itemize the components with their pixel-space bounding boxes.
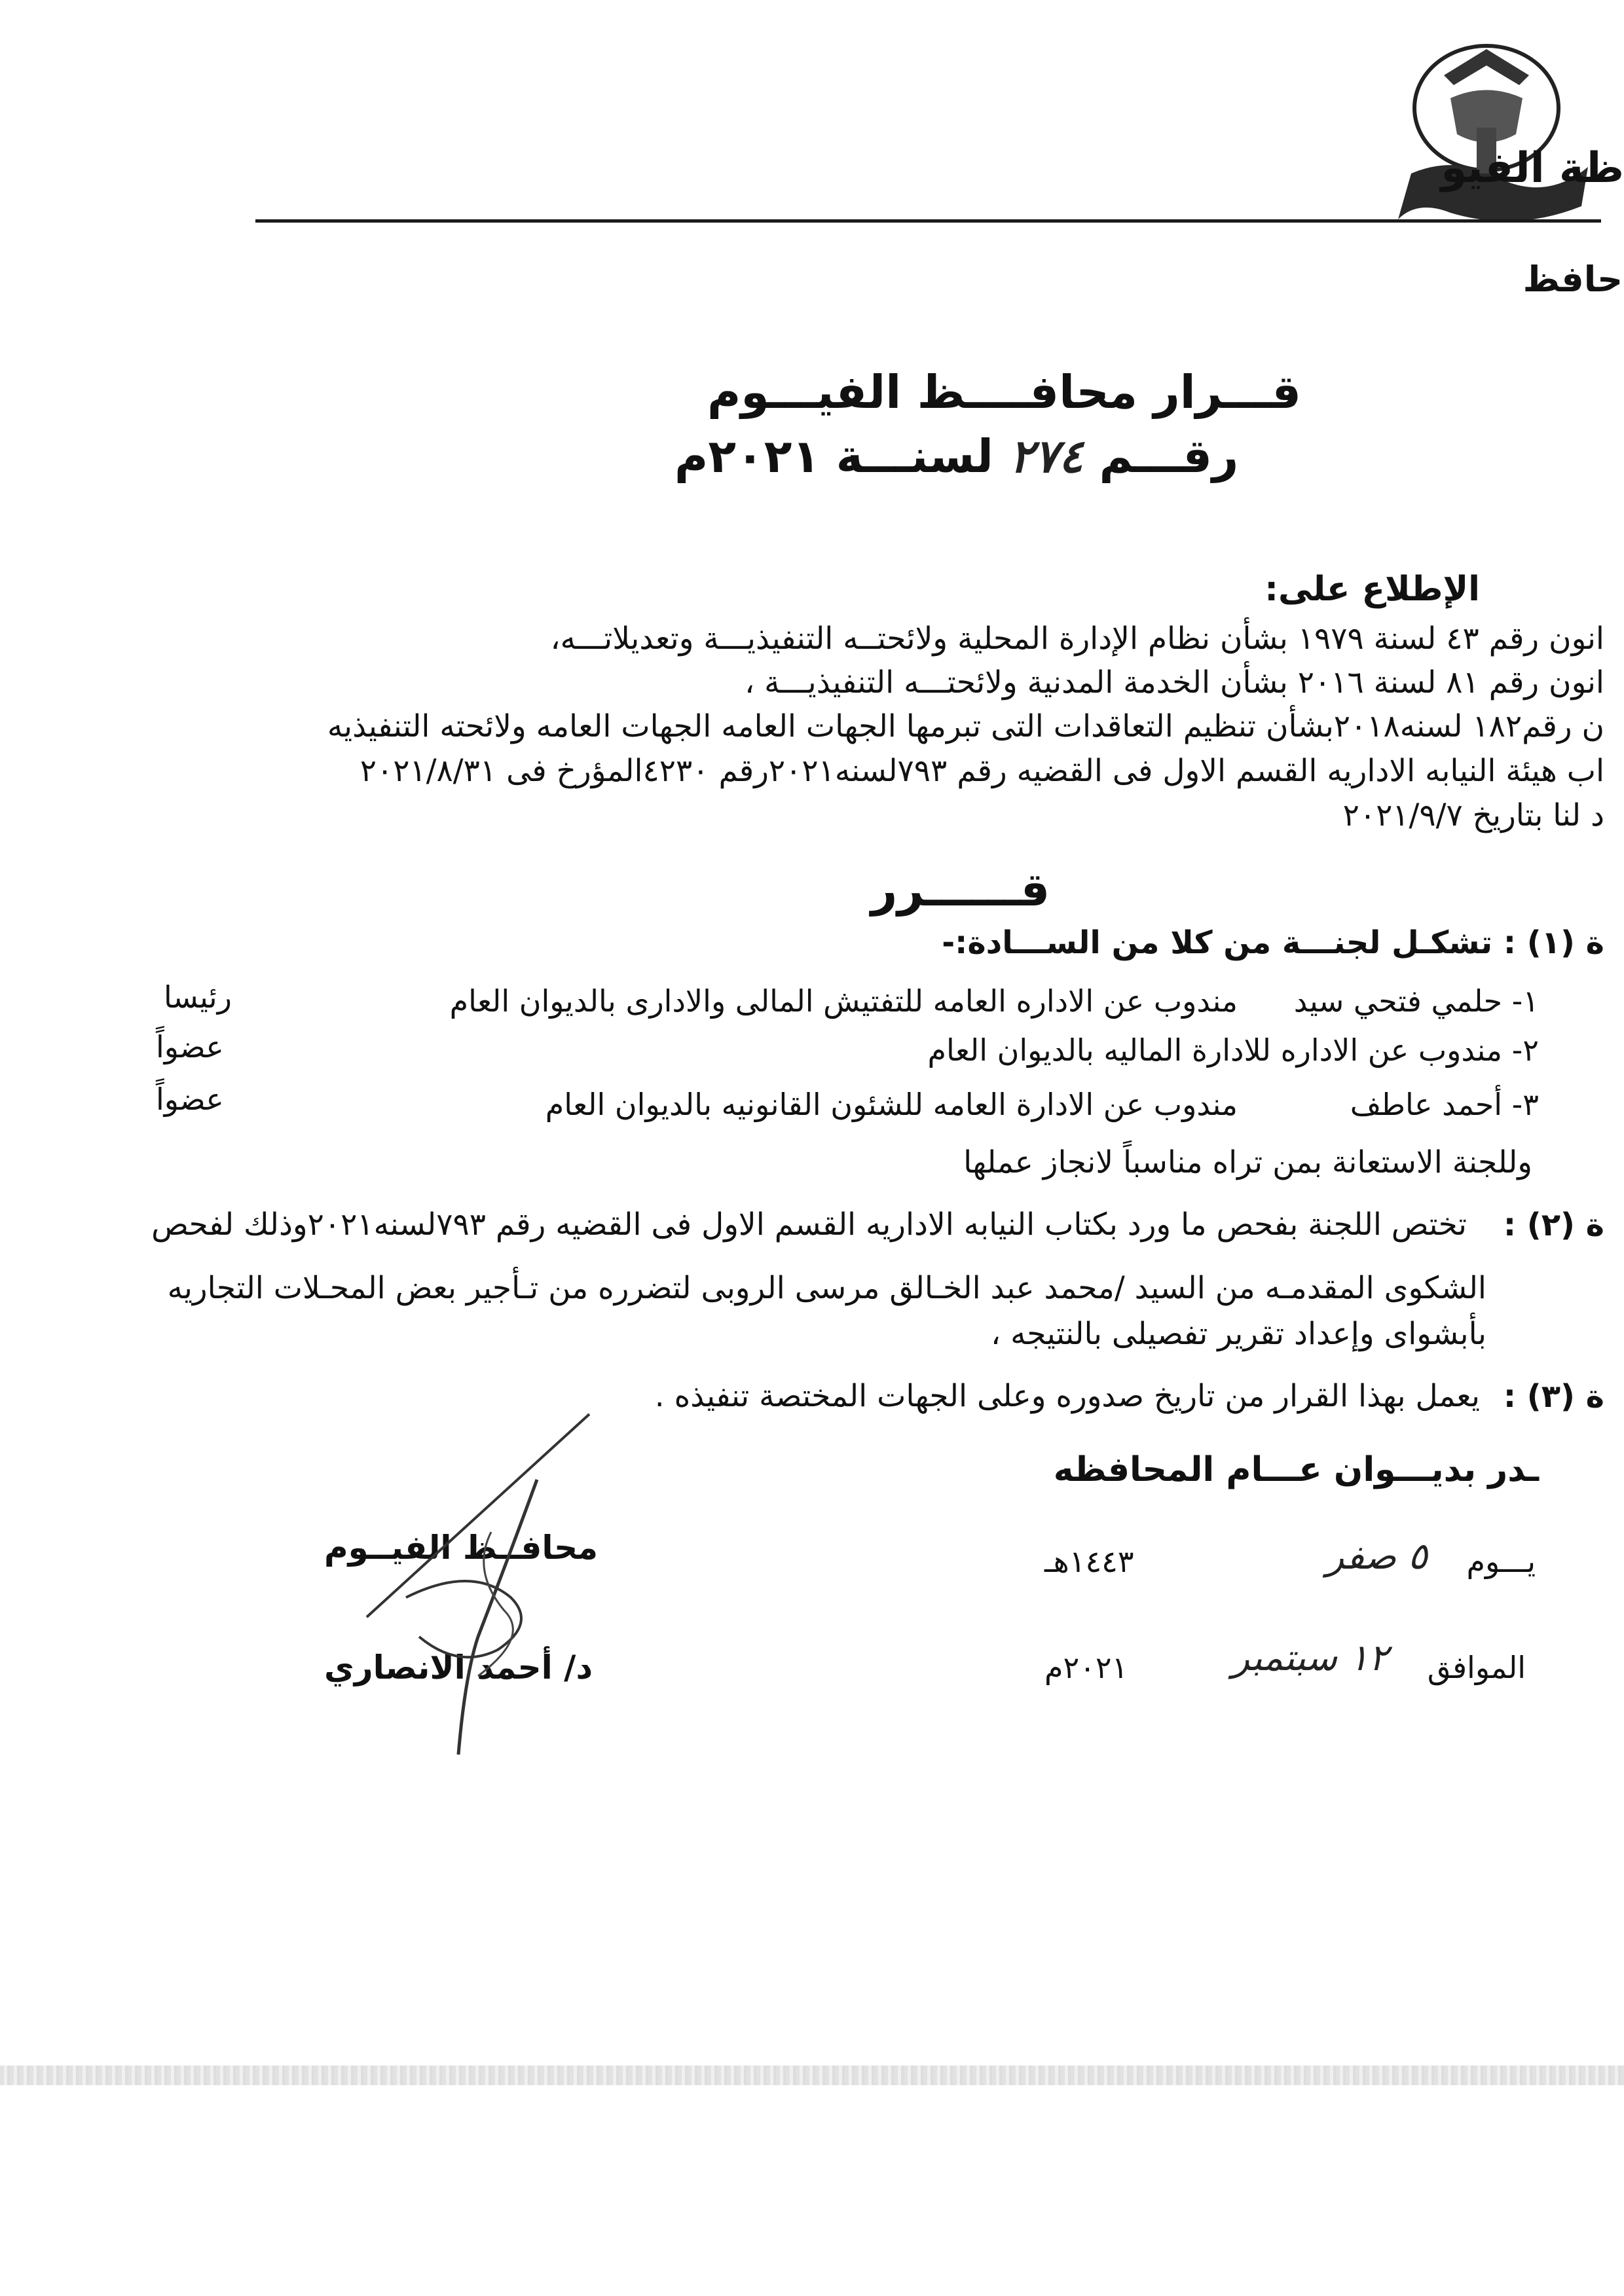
- header-rule: [255, 219, 1601, 223]
- header-label: حافظ: [1522, 259, 1623, 300]
- article-2-line: بأبشواى وإعداد تقرير تفصيلى بالنتيجه ،: [990, 1316, 1486, 1352]
- preamble-line: انون رقم ٤٣ لسنة ١٩٧٩ بشأن نظام الإدارة المحلية ولائحتــه التنفيذيـــة وتعديلاتـــه،: [550, 621, 1604, 657]
- article-1-note: وللجنة الاستعانة بمن تراه مناسباً لانجاز عملها: [963, 1144, 1532, 1180]
- article-3-text: يعمل بهذا القرار من تاريخ صدوره وعلى الجهات المختصة تنفيذه .: [654, 1378, 1480, 1414]
- preamble-heading: الإطلاع على:: [1264, 570, 1480, 609]
- date-day-label: يـــوم: [1466, 1544, 1536, 1579]
- preamble-line: انون رقم ٨١ لسنة ٢٠١٦ بشأن الخدمة المدنية ولائحتـــه التنفيذيـــة ،: [745, 665, 1604, 701]
- decree-year: لسنـــة ٢٠٢١م: [674, 429, 993, 483]
- preamble-line: اب هيئة النيابه الاداريه القسم الاول فى القضيه رقم ٧٩٣لسنه٢٠٢١رقم ٤٢٣٠المؤرخ فى ٢٠٢١/٨/٣١: [360, 753, 1604, 789]
- decree-number-line: [674, 429, 1238, 483]
- date-day-handwritten: ٥ صفر: [1326, 1535, 1428, 1578]
- governor-name: د/ أحمد الانصاري: [324, 1649, 593, 1686]
- member-1-title: مندوب عن الاداره العامه للتفتيش المالى والادارى بالديوان العام: [449, 983, 1238, 1019]
- member-1-role: رئيسا: [164, 979, 232, 1015]
- decision-heading: قــــــرر: [871, 863, 1050, 917]
- logo-text: ظة الفيو: [1441, 144, 1624, 192]
- governorate-emblem-icon: [1372, 36, 1595, 232]
- decree-number-prefix: رقـــم: [1099, 429, 1239, 483]
- article-2-label: ة (٢) :: [1503, 1207, 1604, 1243]
- member-3-title: مندوب عن الادارة العامه للشئون القانونيه بالديوان العام: [545, 1087, 1238, 1122]
- date-hijri: ١٤٤٣هـ: [1044, 1544, 1134, 1579]
- article-3-label: ة (٣) :: [1503, 1378, 1604, 1415]
- preamble-line: د لنا بتاريخ ٢٠٢١/٩/٧: [1342, 797, 1604, 833]
- decree-number-handwritten: ٢٧٤: [1009, 429, 1084, 483]
- member-3-role: عضواً: [156, 1082, 224, 1117]
- article-1-label: ة (١) : تشكـل لجنـــة من كلا من الســـادة:-: [942, 924, 1604, 961]
- issued-at: ـدر بديـــوان عـــام المحافظه: [1053, 1450, 1539, 1489]
- member-1-name: ١- حلمي فتحي سيد: [1293, 983, 1539, 1019]
- date-corresponding-handwritten: ١٢ سبتمبر: [1232, 1637, 1388, 1679]
- signature-icon: [341, 1401, 681, 1768]
- scan-edge-artifact: [0, 2066, 1624, 2085]
- preamble-line: ن رقم١٨٢ لسنه٢٠١٨بشأن تنظيم التعاقدات التى تبرمها الجهات العامه الجهات العامه ولائحته التنفيذيه: [327, 708, 1604, 744]
- article-2-line: تختص اللجنة بفحص ما ورد بكتاب النيابه الاداريه القسم الاول فى القضيه رقم ٧٩٣لسنه٢٠٢١وذلك لفحص: [151, 1207, 1467, 1243]
- governor-title: محافــظ الفيــوم: [324, 1529, 599, 1567]
- member-2-role: عضواً: [156, 1029, 224, 1065]
- member-3-name: ٣- أحمد عاطف: [1350, 1087, 1539, 1122]
- member-2-title: ٢- مندوب عن الاداره للادارة الماليه بالديوان العام: [927, 1032, 1539, 1068]
- decree-title: قـــرار محافــــظ الفيـــوم: [707, 365, 1301, 419]
- article-2-line: الشكوى المقدمـه من السيد /محمد عبد الخـالق مرسى الروبى لتضرره من تـأجير بعض المحـلات التجاريه: [167, 1270, 1486, 1306]
- date-corresponding-label: الموافق: [1427, 1650, 1526, 1685]
- date-gregorian: ٢٠٢١م: [1044, 1650, 1128, 1685]
